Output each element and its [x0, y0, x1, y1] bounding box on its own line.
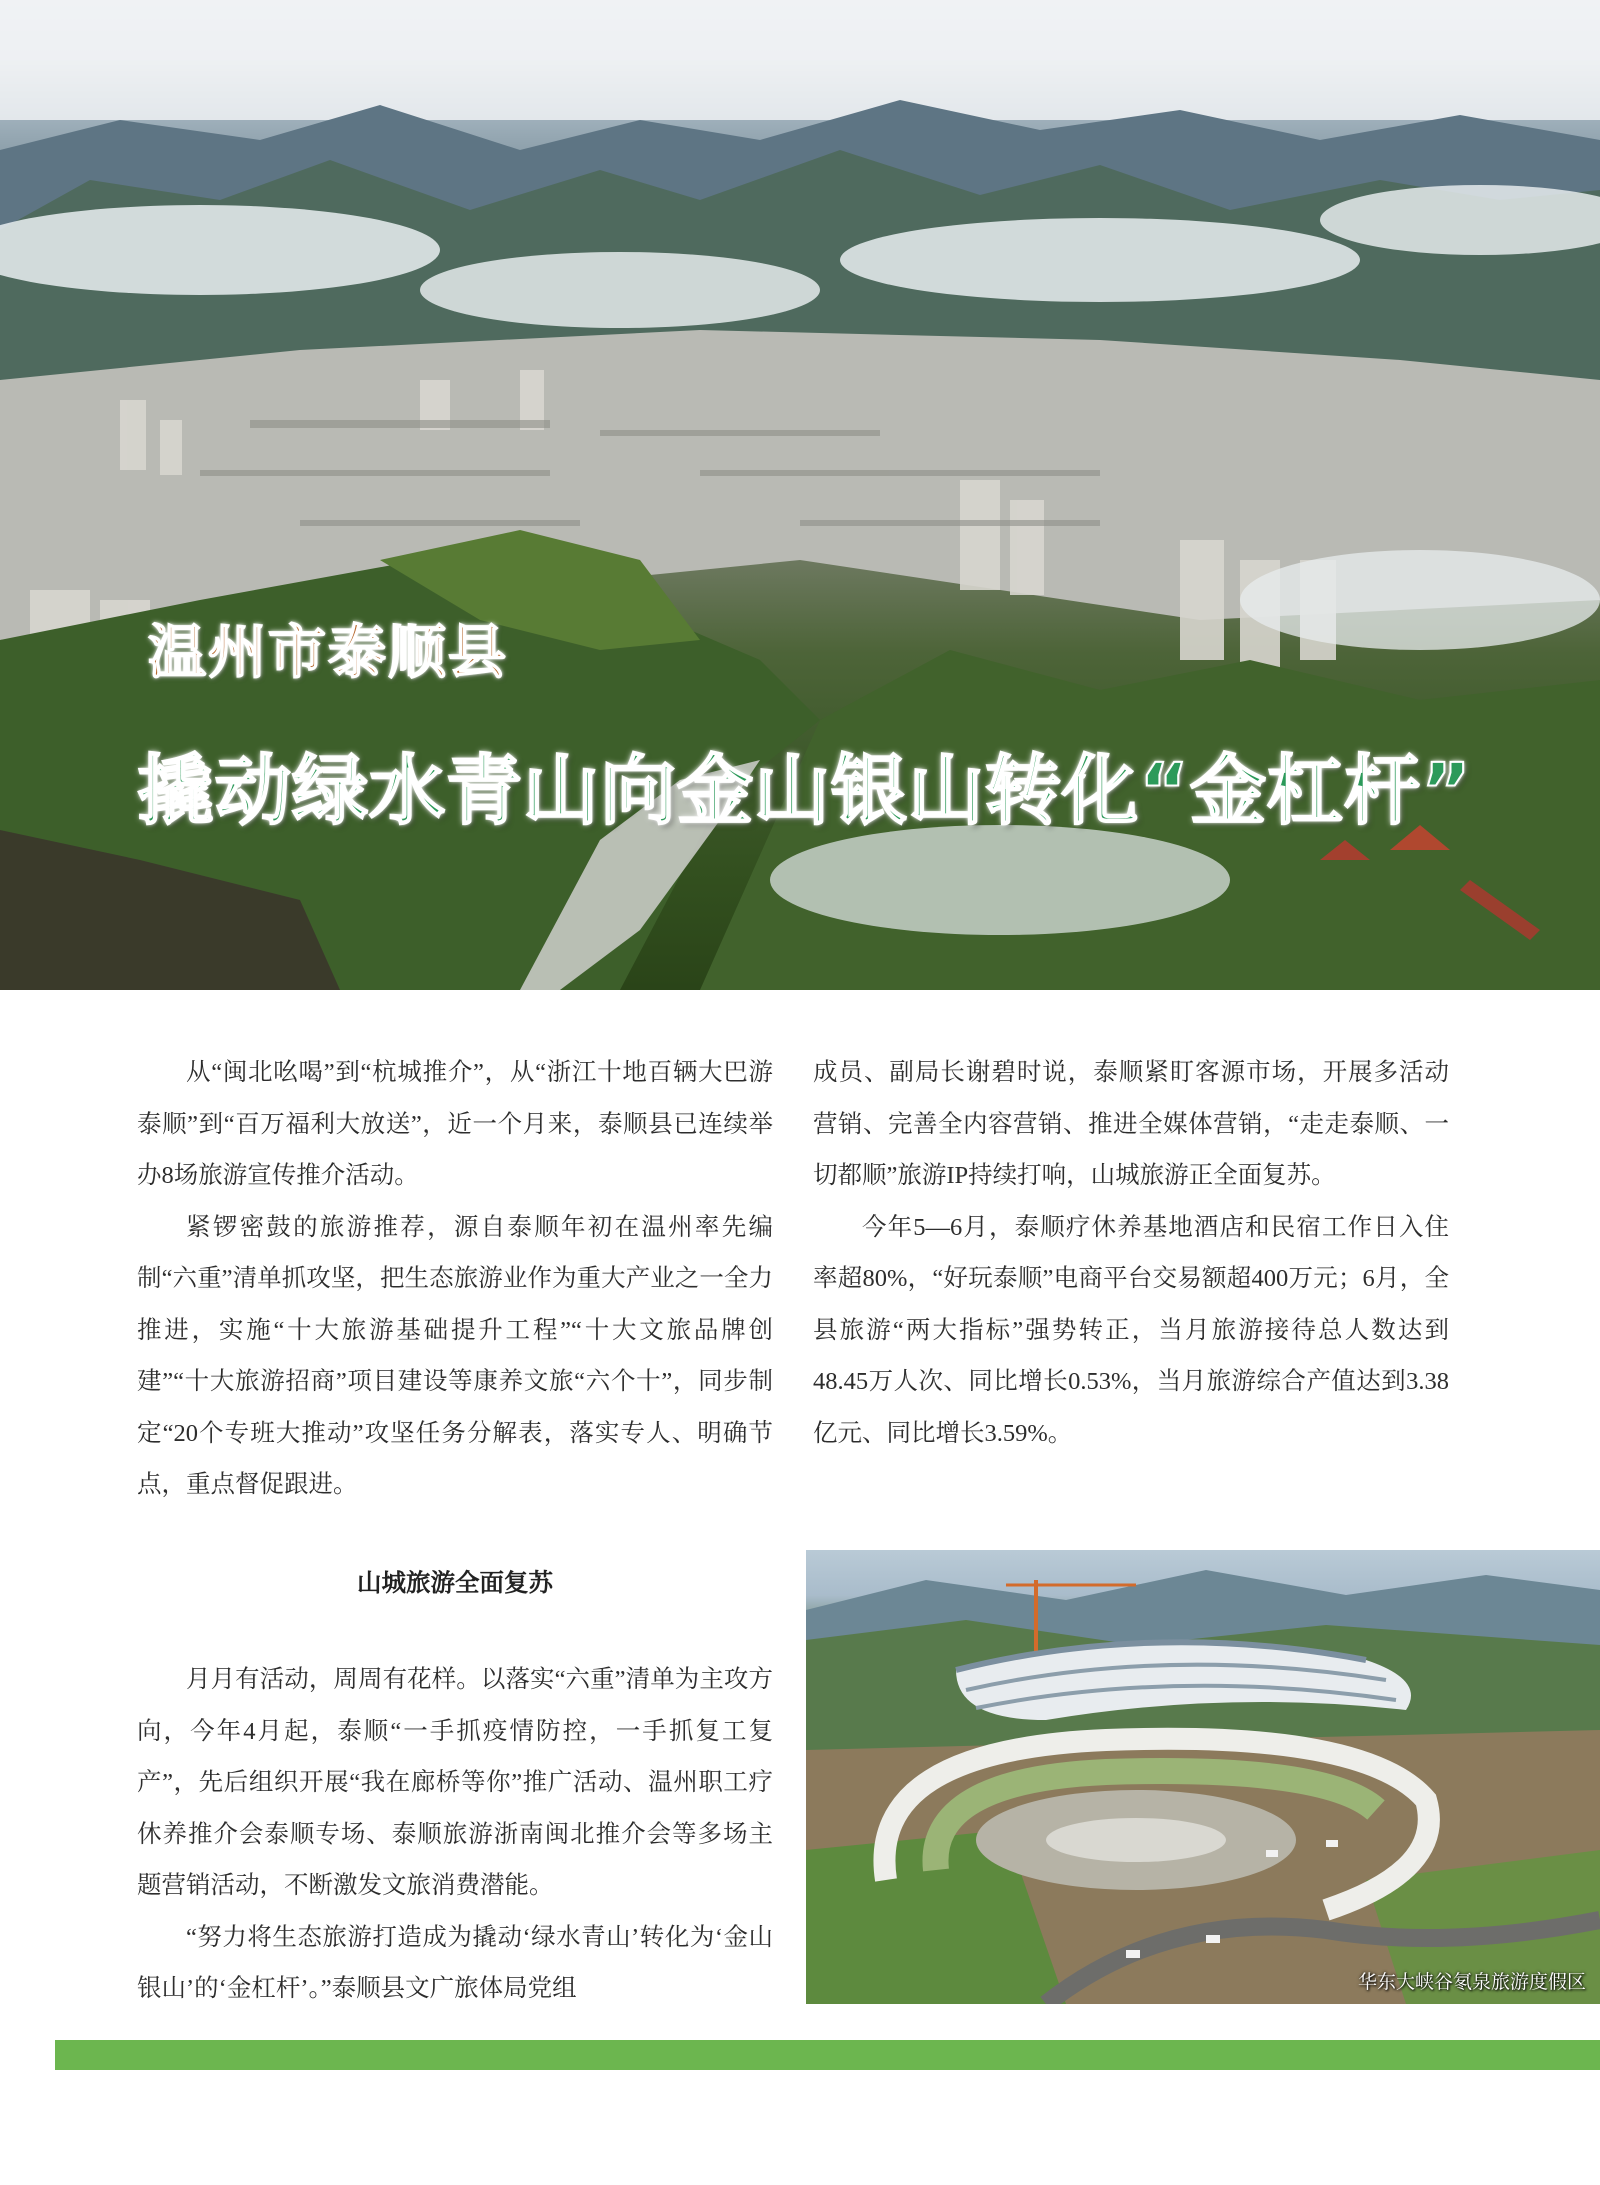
- aerial-landscape-illustration: [0, 0, 1600, 990]
- section-heading: 山城旅游全面复苏: [357, 1567, 553, 1597]
- article-paragraph: 从“闽北吆喝”到“杭城推介”，从“浙江十地百辆大巴游泰顺”到“百万福利大放送”，近一个月来，泰顺县已连续举办8场旅游宣传推介活动。: [137, 1059, 773, 1189]
- hero-photo: [0, 0, 1600, 990]
- article-left-column: [137, 1047, 773, 2015]
- hero-title: 撬动绿水青山向金山银山转化“金杠杆”: [138, 746, 1472, 835]
- resort-aerial-illustration: [806, 1550, 1600, 2004]
- article-paragraph: 今年5—6月，泰顺疗休养基地酒店和民宿工作日入住率超80%，“好玩泰顺”电商平台交易额超400万元；6月，全县旅游“两大指标”强势转正，当月旅游接待总人数达到48.45万人次、同比增长0.53%，当月旅游综合产值达到3.38亿元、同比增长3.59%。: [813, 1213, 1449, 1447]
- hero-kicker: 温州市泰顺县: [148, 618, 509, 686]
- resort-photo: [806, 1550, 1600, 2004]
- article-paragraph: 紧锣密鼓的旅游推荐，源自泰顺年初在温州率先编制“六重”清单抓攻坚，把生态旅游业作为重大产业之一全力推进，实施“十大旅游基础提升工程”“十大文旅品牌创建”“十大旅游招商”项目建设等康养文旅“六个十”，同步制定“20个专班大推动”攻坚任务分解表，落实专人、明确节点，重点督促跟进。: [137, 1213, 773, 1498]
- article-paragraph: 月月有活动，周周有花样。以落实“六重”清单为主攻方向，今年4月起，泰顺“一手抓疫情防控，一手抓复工复产”，先后组织开展“我在廊桥等你”推广活动、温州职工疗休养推介会泰顺专场、泰顺旅游浙南闽北推介会等多场主题营销活动，不断激发文旅消费潜能。: [137, 1666, 773, 1899]
- footer-green-bar: [55, 2040, 1600, 2070]
- article-right-column: [813, 1047, 1449, 1459]
- article-paragraph-continuation: 成员、副局长谢碧时说，泰顺紧盯客源市场，开展多活动营销、完善全内容营销、推进全媒体营销，“走走泰顺、一切都顺”旅游IP持续打响，山城旅游正全面复苏。: [813, 1059, 1449, 1189]
- photo-caption: 华东大峡谷氡泉旅游度假区: [1357, 1971, 1586, 1993]
- article-paragraph: “努力将生态旅游打造成为撬动‘绿水青山’转化为‘金山银山’的‘金杠杆’。”泰顺县文广旅体局党组: [137, 1923, 773, 2002]
